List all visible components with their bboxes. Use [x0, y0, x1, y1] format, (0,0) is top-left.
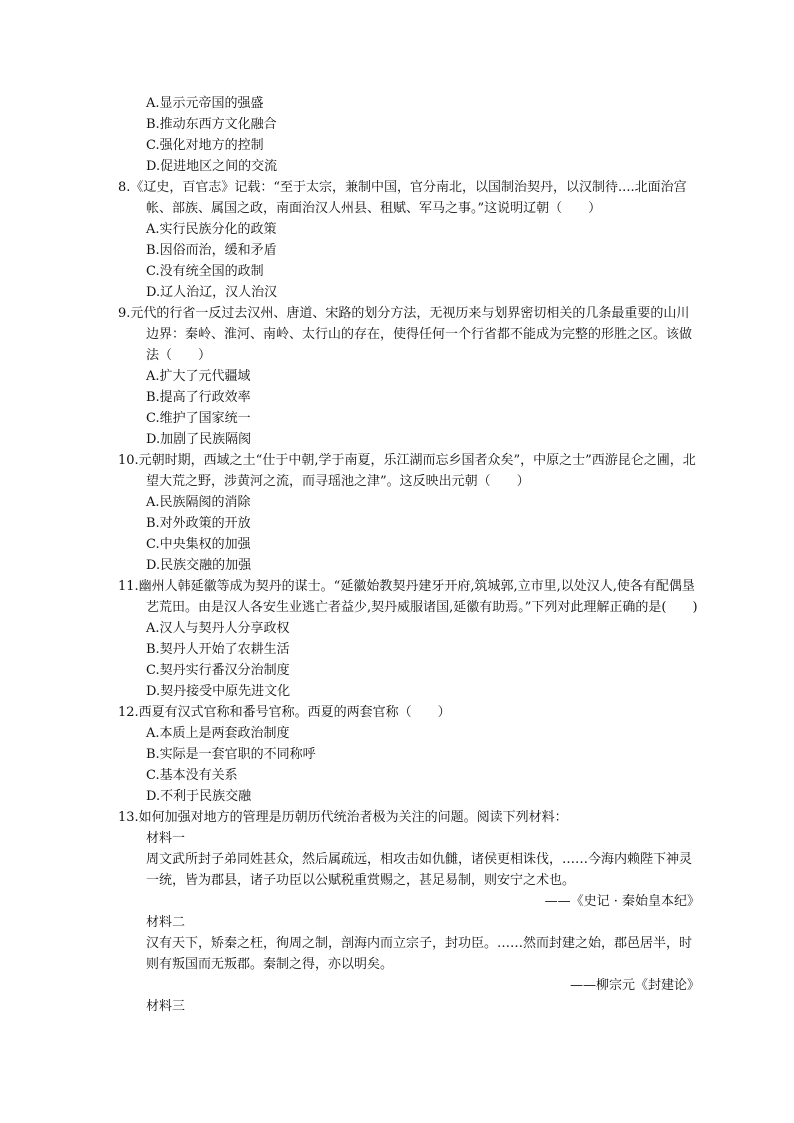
- option-a: A.显示元帝国的强盛: [146, 96, 264, 111]
- material-2-source: ——柳宗元《封建论》: [569, 978, 700, 993]
- question-content: [118, 93, 700, 1017]
- question-12: [118, 702, 700, 807]
- question-stem: 9.元代的行省一反过去汉州、唐道、宋路的划分方法，无视历来与划界密切相关的几条最重要的山川边界：秦岭、淮河、南岭、太行山的存在，使得任何一个行省都不能成为完整的形胜之区。该做法（ ）: [118, 306, 693, 363]
- option-a: A.民族隔阂的消除: [146, 495, 251, 510]
- option-a: A.本质上是两套政治制度: [146, 726, 290, 741]
- question-stem: 8.《辽史，百官志》记载：“至于太宗，兼制中国，官分南北，以国制治契丹，以汉制待....北面治宫帐、部族、属国之政，南面治汉人州县、租赋、军马之事。”这说明辽朝（ ）: [118, 180, 687, 216]
- option-a: A.汉人与契丹人分享政权: [146, 621, 290, 636]
- option-b: B.实际是一套官职的不同称呼: [146, 747, 316, 762]
- question-13: [118, 807, 700, 1017]
- material-2-text: 汉有天下，矫秦之枉，徇周之制，剖海内而立宗子，封功臣。……然而封建之始，郡邑居半，时则有叛国而无叛郡。秦制之得，亦以明矣。: [146, 936, 693, 972]
- option-a: A.实行民族分化的政策: [146, 222, 277, 237]
- option-c: C.基本没有关系: [146, 768, 238, 783]
- option-d: D.加剧了民族隔阂: [146, 432, 252, 447]
- material-3-title: 材料三: [146, 999, 186, 1014]
- option-a: A.扩大了元代疆域: [146, 369, 251, 384]
- material-1-text: 周文武所封子弟同姓甚众，然后属疏远，相攻击如仇雠，诸侯更相诛伐，……今海内赖陛下神灵一统，皆为郡县，诸子功臣以公赋税重赏赐之，甚足易制，则安宁之术也。: [146, 852, 693, 888]
- material-1-title: 材料一: [146, 831, 186, 846]
- question-10: [118, 450, 700, 576]
- option-d: D.不利于民族交融: [146, 789, 252, 804]
- option-c: C.维护了国家统一: [146, 411, 251, 426]
- question-11: [118, 576, 700, 702]
- option-d: D.促进地区之间的交流: [146, 159, 278, 174]
- option-b: B.因俗而治，缓和矛盾: [146, 243, 277, 258]
- option-b: B.推动东西方文化融合: [146, 117, 277, 132]
- option-d: D.辽人治辽，汉人治汉: [146, 285, 278, 300]
- option-c: C.强化对地方的控制: [146, 138, 264, 153]
- question-stem: 11.幽州人韩延徽等成为契丹的谋士。“延徽始教契丹建牙开府,筑城郭,立市里,以处汉人,使各有配偶垦艺荒田。由是汉人各安生业逃亡者益少,契丹威服诸国,延徽有助焉。”下列对此理解正确的是( ): [118, 579, 698, 615]
- option-d: D.契丹接受中原先进文化: [146, 684, 291, 699]
- option-c: C.契丹实行番汉分治制度: [146, 663, 290, 678]
- question-8: [118, 177, 700, 303]
- question-stem: 13.如何加强对地方的管理是历朝历代统治者极为关注的问题。阅读下列材料：: [118, 810, 568, 825]
- option-b: B.对外政策的开放: [146, 516, 251, 531]
- question-stem: 12.西夏有汉式官称和番号官称。西夏的两套官称（ ）: [118, 705, 451, 720]
- q7-options: [118, 93, 700, 177]
- option-b: B.提高了行政效率: [146, 390, 251, 405]
- option-b: B.契丹人开始了农耕生活: [146, 642, 290, 657]
- option-c: C.没有统全国的政制: [146, 264, 264, 279]
- material-1-source: ——《史记 · 秦始皇本纪》: [544, 894, 700, 909]
- material-2-title: 材料二: [146, 915, 186, 930]
- question-9: [118, 303, 700, 450]
- question-stem: 10.元朝时期，西域之土“仕于中朝,学于南夏，乐江湖而忘乡国者众矣”，中原之士”西游昆仑之圃，北望大荒之野，涉黄河之流，而寻瑶池之津”。这反映出元朝（ ）: [118, 453, 696, 489]
- option-d: D.民族交融的加强: [146, 558, 252, 573]
- option-c: C.中央集权的加强: [146, 537, 251, 552]
